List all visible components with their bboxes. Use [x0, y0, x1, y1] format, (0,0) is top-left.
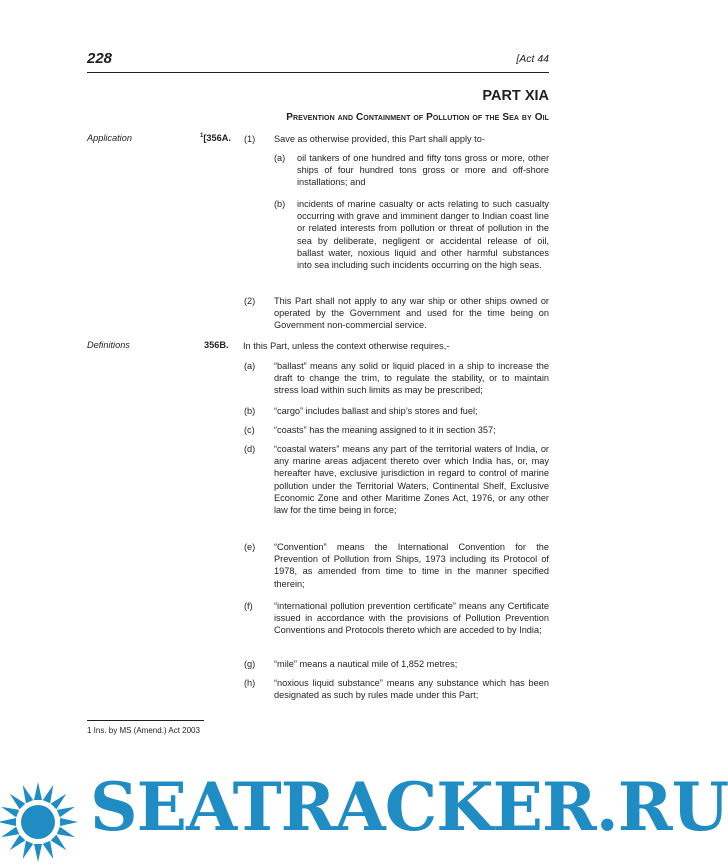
subsection-2-text: This Part shall not apply to any war ship or other ships owned or operated by the Government and used for the time being on Government non-commercial service.: [274, 296, 549, 331]
footnote-marker: 1: [200, 132, 204, 139]
definition-label: (c): [244, 425, 255, 435]
side-note-definitions: Definitions: [87, 340, 130, 350]
definition-label: (g): [244, 659, 256, 669]
footnote: 1 Ins. by MS (Amend.) Act 2003: [87, 726, 200, 735]
subsection-1-label: (1): [244, 134, 256, 144]
clause-a-text: oil tankers of one hundred and fifty tons gross or more, other ships of four hundred tons gross or more and off-shore installations; and: [297, 153, 549, 188]
definition-text: “international pollution prevention certificate” means any Certificate issued in accordance with the provisions of Pollution Prevention Conventions and Protocols thereto which are acceded to by India;: [274, 601, 549, 636]
part-subtitle: Prevention and Containment of Pollution of the Sea by Oil: [286, 112, 549, 123]
act-reference: [Act 44: [516, 53, 549, 65]
sun-logo-icon: [0, 770, 95, 865]
definition-label: (a): [244, 361, 256, 371]
section-356B-intro: In this Part, unless the context otherwise requires,-: [243, 341, 450, 351]
clause-b-label: (b): [274, 199, 286, 209]
definition-text: “Convention” means the International Convention for the Prevention of Pollution from Ships, 1973 including its Protocol of 1978, as amended from time to time in the manner specified therein;: [274, 542, 549, 589]
definition-label: (d): [244, 444, 256, 454]
definition-label: (e): [244, 542, 256, 552]
page-number: 228: [87, 50, 113, 67]
definition-label: (b): [244, 406, 256, 416]
subsection-1-text: Save as otherwise provided, this Part shall apply to-: [274, 134, 485, 144]
clause-a-label: (a): [274, 153, 286, 163]
clause-b-text: incidents of marine casualty or acts relating to such casualty occurring with grave and imminent danger to Indian coast line or related interests from pollution or threat of pollution in the sea by deliberate, negligent or accidental release of oil, ballast water, noxious liquid and other harmful substances into sea including such incidents occurring on the high seas.: [297, 199, 549, 271]
watermark-text: SEATRACKER.RU: [90, 768, 728, 846]
footnote-divider: [87, 720, 204, 721]
definition-text: “ballast” means any solid or liquid placed in a ship to increase the draft to change the trim, to regulate the stability, or to maintain stress load within such limits as may be prescribed;: [274, 361, 549, 396]
header-divider: [87, 72, 549, 73]
definition-label: (f): [244, 601, 253, 611]
definition-text: “cargo” includes ballast and ship’s stores and fuel;: [274, 406, 478, 416]
subsection-2-label: (2): [244, 296, 256, 306]
definition-text: “coasts” has the meaning assigned to it in section 357;: [274, 425, 496, 435]
definition-text: “mile” means a nautical mile of 1,852 metres;: [274, 659, 458, 669]
definition-text: “noxious liquid substance” means any substance which has been designated as such by rules made under this Part;: [274, 678, 549, 701]
part-title: PART XIA: [482, 88, 549, 104]
section-356A-number: $^1$[356A.: [200, 132, 231, 143]
side-note-application: Application: [87, 133, 132, 143]
definition-label: (h): [244, 678, 256, 688]
section-356B-number: 356B.: [204, 340, 229, 350]
definition-text: “coastal waters” means any part of the territorial waters of India, or any marine areas adjacent thereto over which India has, or, may hereafter have, exclusive jurisdiction in regard to control of marine pollution under the Territorial Waters, Continental Shelf, Exclusive Economic Zone and other Maritime Zones Act, 1976, or any other law for the time being in force;: [274, 444, 549, 516]
